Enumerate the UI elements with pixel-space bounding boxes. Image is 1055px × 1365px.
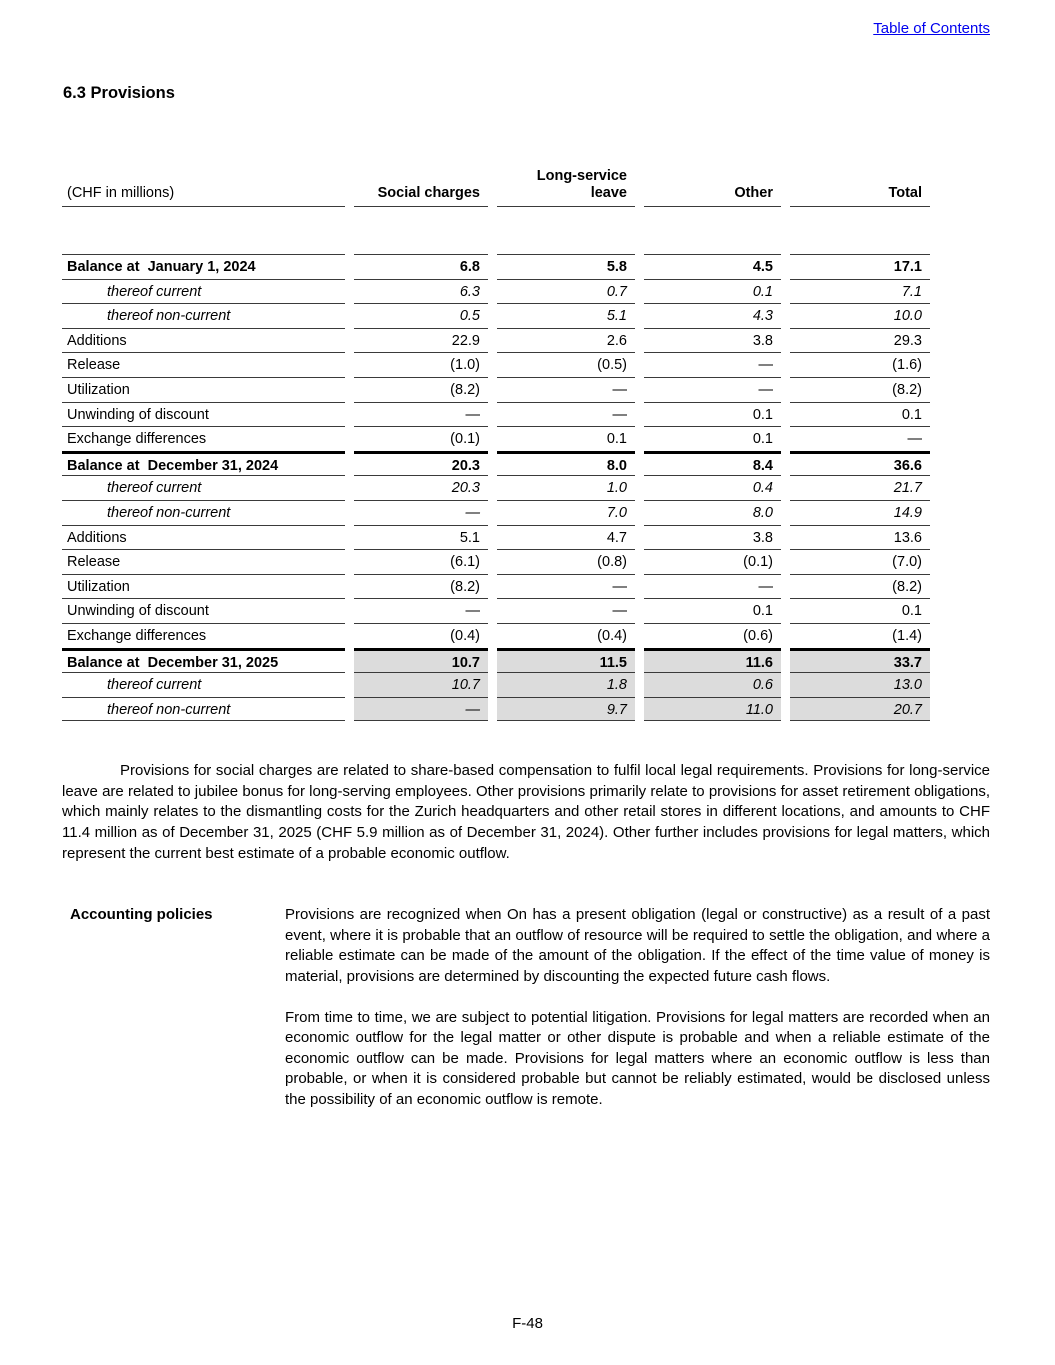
cell-value: (0.1) xyxy=(354,426,488,451)
cell-value: — xyxy=(354,697,488,722)
cell-value: 5.1 xyxy=(497,303,635,328)
section-title: 6.3 Provisions xyxy=(63,84,175,102)
cell-value: — xyxy=(354,598,488,623)
cell-value: (0.8) xyxy=(497,549,635,574)
cell-value: 11.5 xyxy=(497,648,635,673)
cell-value: 3.8 xyxy=(644,328,781,353)
row-label: Exchange differences xyxy=(62,623,345,648)
cell-value: 14.9 xyxy=(790,500,930,525)
cell-value: 0.1 xyxy=(644,402,781,427)
row-label: thereof non-current xyxy=(62,303,345,328)
column-header-social-charges: Social charges xyxy=(354,160,488,207)
column-header-total: Total xyxy=(790,160,930,207)
accounting-policies-label: Accounting policies xyxy=(70,906,213,924)
cell-value: 22.9 xyxy=(354,328,488,353)
cell-value: — xyxy=(644,352,781,377)
cell-value: — xyxy=(644,574,781,599)
row-label: Utilization xyxy=(62,574,345,599)
cell-value: 4.5 xyxy=(644,254,781,279)
page-number: F-48 xyxy=(512,1315,543,1332)
accounting-policies-paragraph-1: Provisions are recognized when On has a present obligation (legal or constructive) as a result of a past event, where it is probable that an outflow of resource will be required to settle the obligation, and where a reliable estimate can be made of the amount of the obligation. If the effect of the time value of money is material, provisions are determined by discounting the expected future cash flows. xyxy=(285,906,990,986)
cell-value: 17.1 xyxy=(790,254,930,279)
row-label: thereof non-current xyxy=(62,697,345,722)
cell-value: (6.1) xyxy=(354,549,488,574)
row-label: Release xyxy=(62,352,345,377)
cell-value: 33.7 xyxy=(790,648,930,673)
cell-value: (8.2) xyxy=(790,574,930,599)
cell-value: — xyxy=(497,598,635,623)
row-label: thereof current xyxy=(62,279,345,304)
column-header-unit: (CHF in millions) xyxy=(62,160,345,207)
cell-value: 1.8 xyxy=(497,672,635,697)
provisions-table xyxy=(62,160,930,721)
cell-value: (0.4) xyxy=(354,623,488,648)
provisions-note-paragraph: Provisions for social charges are related to share-based compensation to fulfil local legal requirements. Provisions for long-service leave are related to jubilee bonus for long-serving employees. Other provisions primarily relate to provisions for asset retirement obligations, which mainly relates to the dismantling costs for the Zurich headquarters and other retail stores in different locations, and amounts to CHF 11.4 million as of December 31, 2025 (CHF 5.9 million as of December 31, 2024). Other further includes provisions for legal matters, which represent the current best estimate of a probable economic outflow. xyxy=(62,762,990,862)
cell-value: — xyxy=(497,377,635,402)
cell-value: 0.1 xyxy=(497,426,635,451)
row-label: Unwinding of discount xyxy=(62,402,345,427)
cell-value: (0.1) xyxy=(644,549,781,574)
cell-value: (1.6) xyxy=(790,352,930,377)
row-label: thereof current xyxy=(62,475,345,500)
toc-row xyxy=(62,19,990,38)
cell-value: — xyxy=(354,500,488,525)
cell-value: 4.3 xyxy=(644,303,781,328)
row-label: Balance at January 1, 2024 xyxy=(62,254,345,279)
column-header-long-service-leave: Long-service leave xyxy=(497,160,635,207)
accounting-policies-text xyxy=(285,905,990,1110)
cell-value: 0.5 xyxy=(354,303,488,328)
cell-value: 0.7 xyxy=(497,279,635,304)
cell-value: 13.6 xyxy=(790,525,930,550)
cell-value: 2.6 xyxy=(497,328,635,353)
cell-value: (0.5) xyxy=(497,352,635,377)
cell-value: 7.0 xyxy=(497,500,635,525)
cell-value: 3.8 xyxy=(644,525,781,550)
cell-value: 1.0 xyxy=(497,475,635,500)
cell-value: 8.4 xyxy=(644,451,781,476)
cell-value: 29.3 xyxy=(790,328,930,353)
cell-value: 10.7 xyxy=(354,648,488,673)
cell-value: (8.2) xyxy=(790,377,930,402)
cell-value: 20.7 xyxy=(790,697,930,722)
accounting-policies-section xyxy=(62,905,990,1110)
cell-value: 11.0 xyxy=(644,697,781,722)
cell-value: 5.1 xyxy=(354,525,488,550)
cell-value: 0.1 xyxy=(644,426,781,451)
cell-value: 0.1 xyxy=(644,279,781,304)
cell-value: — xyxy=(497,574,635,599)
cell-value: (8.2) xyxy=(354,377,488,402)
cell-value: — xyxy=(644,377,781,402)
row-label: Additions xyxy=(62,328,345,353)
cell-value: 6.3 xyxy=(354,279,488,304)
row-label: thereof current xyxy=(62,672,345,697)
cell-value: 8.0 xyxy=(644,500,781,525)
cell-value: 0.1 xyxy=(790,402,930,427)
row-label: Balance at December 31, 2024 xyxy=(62,451,345,476)
accounting-policies-paragraph-2: From time to time, we are subject to potential litigation. Provisions for legal matters are recorded when an economic outflow for the legal matter or other dispute is probable and when a reliable estimate of the economic outflow can be made. Provisions for legal matters where an economic outflow is less than probable, or when it is considered probable but cannot be reliably estimated, would be disclosed unless the possibility of an economic outflow is remote. xyxy=(285,1008,990,1108)
cell-value: 4.7 xyxy=(497,525,635,550)
row-label: thereof non-current xyxy=(62,500,345,525)
cell-value: — xyxy=(790,426,930,451)
cell-value: 5.8 xyxy=(497,254,635,279)
cell-value: (7.0) xyxy=(790,549,930,574)
row-label: Release xyxy=(62,549,345,574)
row-label: Exchange differences xyxy=(62,426,345,451)
cell-value: 10.0 xyxy=(790,303,930,328)
cell-value: 0.6 xyxy=(644,672,781,697)
cell-value: 6.8 xyxy=(354,254,488,279)
cell-value: 10.7 xyxy=(354,672,488,697)
row-label: Additions xyxy=(62,525,345,550)
row-label: Unwinding of discount xyxy=(62,598,345,623)
cell-value: 13.0 xyxy=(790,672,930,697)
cell-value: 20.3 xyxy=(354,451,488,476)
cell-value: 8.0 xyxy=(497,451,635,476)
cell-value: 0.1 xyxy=(790,598,930,623)
cell-value: 11.6 xyxy=(644,648,781,673)
cell-value: 0.1 xyxy=(644,598,781,623)
cell-value: 21.7 xyxy=(790,475,930,500)
cell-value: 7.1 xyxy=(790,279,930,304)
table-of-contents-link[interactable]: Table of Contents xyxy=(873,20,990,37)
cell-value: 36.6 xyxy=(790,451,930,476)
cell-value: (1.0) xyxy=(354,352,488,377)
cell-value: — xyxy=(354,402,488,427)
cell-value: 0.4 xyxy=(644,475,781,500)
cell-value: 20.3 xyxy=(354,475,488,500)
row-label: Balance at December 31, 2025 xyxy=(62,648,345,673)
cell-value: — xyxy=(497,402,635,427)
cell-value: (0.4) xyxy=(497,623,635,648)
table-header-gap xyxy=(62,207,930,254)
column-header-other: Other xyxy=(644,160,781,207)
cell-value: (0.6) xyxy=(644,623,781,648)
row-label: Utilization xyxy=(62,377,345,402)
cell-value: (1.4) xyxy=(790,623,930,648)
cell-value: 9.7 xyxy=(497,697,635,722)
cell-value: (8.2) xyxy=(354,574,488,599)
